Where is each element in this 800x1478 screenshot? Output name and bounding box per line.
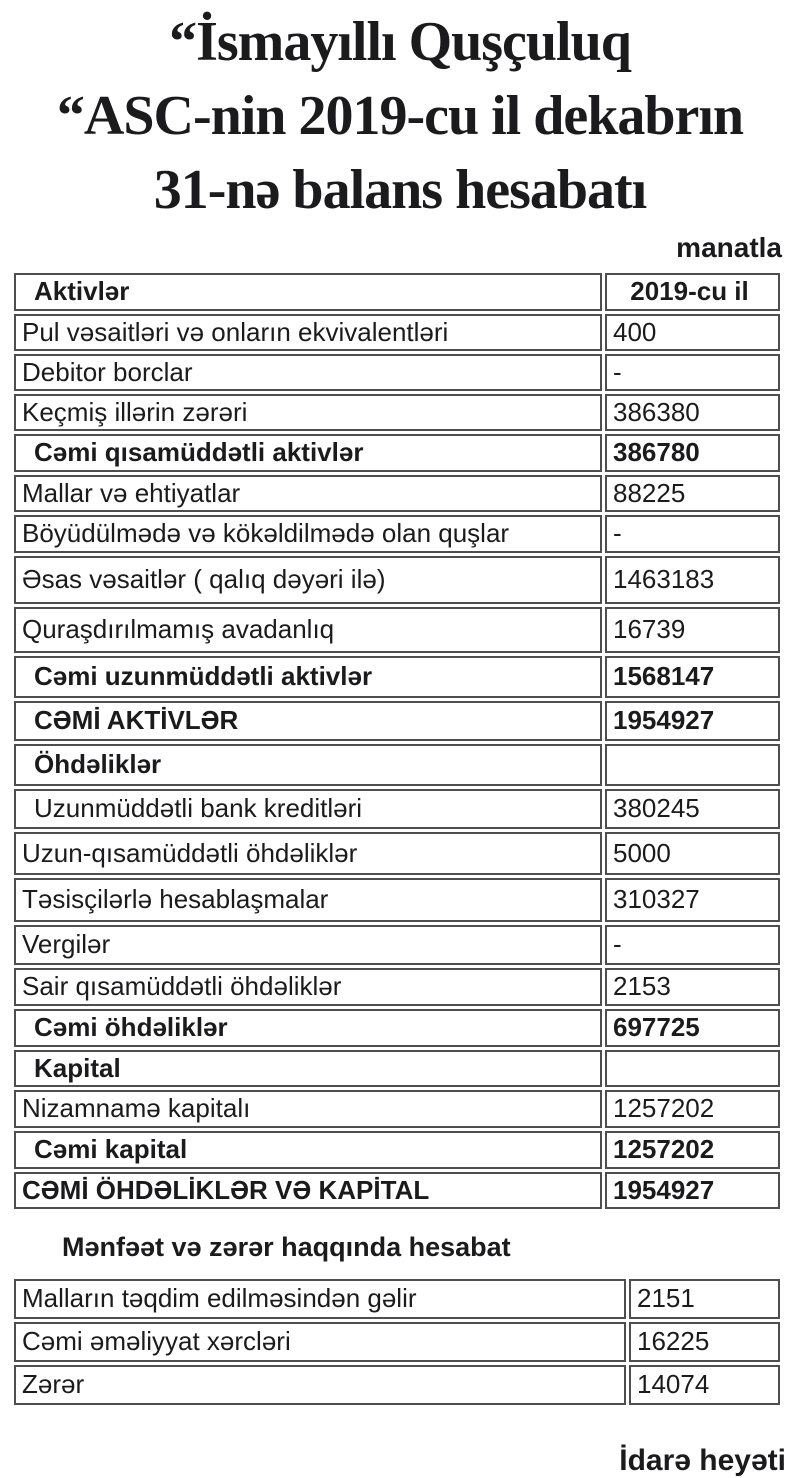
row-label: Zərər (14, 1365, 626, 1405)
profit-loss-heading: Mənfəət və zərər haqqında hesabat (62, 1231, 511, 1262)
row-label: Keçmiş illərin zərəri (14, 394, 602, 431)
row-value: 1954927 (605, 701, 780, 741)
row-value: 16739 (605, 607, 780, 653)
table-row (14, 556, 780, 604)
row-label: Cəmi əməliyyat xərcləri (14, 1322, 626, 1362)
table-row (14, 1050, 780, 1087)
row-value: 386380 (605, 394, 780, 431)
row-label: Cəmi qısamüddətli aktivlər (14, 434, 602, 472)
table-row (14, 1172, 780, 1209)
row-value: 1954927 (605, 1172, 780, 1209)
row-value: 2153 (605, 968, 780, 1006)
balance-sheet-table (11, 270, 783, 1212)
row-label: Sair qısamüddətli öhdəliklər (14, 968, 602, 1006)
table-row (14, 1279, 780, 1319)
row-value: 1568147 (605, 656, 780, 698)
page-title (4, 6, 796, 228)
row-value: 16225 (629, 1322, 780, 1362)
row-label: Cəmi kapital (14, 1131, 602, 1169)
row-value: 88225 (605, 475, 780, 512)
row-label: Cəmi uzunmüddətli aktivlər (14, 656, 602, 698)
table-row (14, 515, 780, 553)
row-value: 697725 (605, 1009, 780, 1047)
title-line-2: “ASC-nin 2019-cu il dekabrın (56, 84, 744, 147)
row-label: Pul vəsaitləri və onların ekvivalentləri (14, 314, 602, 351)
table-row (14, 607, 780, 653)
table-row (14, 1365, 780, 1405)
row-value: 1257202 (605, 1131, 780, 1169)
signature-text: İdarə heyəti (619, 1443, 786, 1477)
row-label: Böyüdülmədə və kökəldilmədə olan quşlar (14, 515, 602, 553)
row-label: Cəmi öhdəliklər (14, 1009, 602, 1047)
row-label: Malların təqdim edilməsindən gəlir (14, 1279, 626, 1319)
row-value: - (605, 354, 780, 391)
table-row (14, 1131, 780, 1169)
row-label: Aktivlər (14, 273, 602, 311)
table-row (14, 273, 780, 311)
row-value: 386780 (605, 434, 780, 472)
balance-sheet-rows (14, 273, 780, 1209)
title-line-1: “İsmayıllı Quşçuluq (169, 11, 631, 73)
table-row (14, 656, 780, 698)
row-label: Uzunmüddətli bank kreditləri (14, 789, 602, 829)
table-row (14, 878, 780, 922)
table-row (14, 475, 780, 512)
row-label: Uzun-qısamüddətli öhdəliklər (14, 832, 602, 875)
table-row (14, 832, 780, 875)
table-row (14, 789, 780, 829)
row-value: 2151 (629, 1279, 780, 1319)
table-row (14, 354, 780, 391)
row-label: Əsas vəsaitlər ( qalıq dəyəri ilə) (14, 556, 602, 604)
row-label: CƏMİ AKTİVLƏR (14, 701, 602, 741)
row-value (605, 1050, 780, 1087)
table-row (14, 968, 780, 1006)
table-row (14, 394, 780, 431)
row-value: 400 (605, 314, 780, 351)
row-value: - (605, 925, 780, 965)
row-value: 380245 (605, 789, 780, 829)
row-value (605, 744, 780, 786)
table-row (14, 744, 780, 786)
row-label: Quraşdırılmamış avadanlıq (14, 607, 602, 653)
table-row (14, 1090, 780, 1128)
table-row (14, 925, 780, 965)
table-row (14, 701, 780, 741)
table-row (14, 1322, 780, 1362)
row-value: 1463183 (605, 556, 780, 604)
row-label: Debitor borclar (14, 354, 602, 391)
row-value: - (605, 515, 780, 553)
row-value: 14074 (629, 1365, 780, 1405)
row-label: Nizamnamə kapitalı (14, 1090, 602, 1128)
profit-loss-rows (14, 1279, 780, 1405)
table-row (14, 314, 780, 351)
table-row (14, 434, 780, 472)
row-value: 310327 (605, 878, 780, 922)
row-label: Mallar və ehtiyatlar (14, 475, 602, 512)
row-label: Vergilər (14, 925, 602, 965)
row-label: Kapital (14, 1050, 602, 1087)
row-label: Öhdəliklər (14, 744, 602, 786)
row-value: 5000 (605, 832, 780, 875)
title-line-3: 31-nə balans hesabatı (153, 158, 647, 221)
table-row (14, 1009, 780, 1047)
row-label: CƏMİ ÖHDƏLİKLƏR VƏ KAPİTAL (14, 1172, 602, 1209)
currency-note: manatla (676, 231, 782, 263)
profit-loss-table (11, 1276, 783, 1408)
row-value: 2019-cu il (605, 273, 780, 311)
row-label: Təsisçilərlə hesablaşmalar (14, 878, 602, 922)
row-value: 1257202 (605, 1090, 780, 1128)
